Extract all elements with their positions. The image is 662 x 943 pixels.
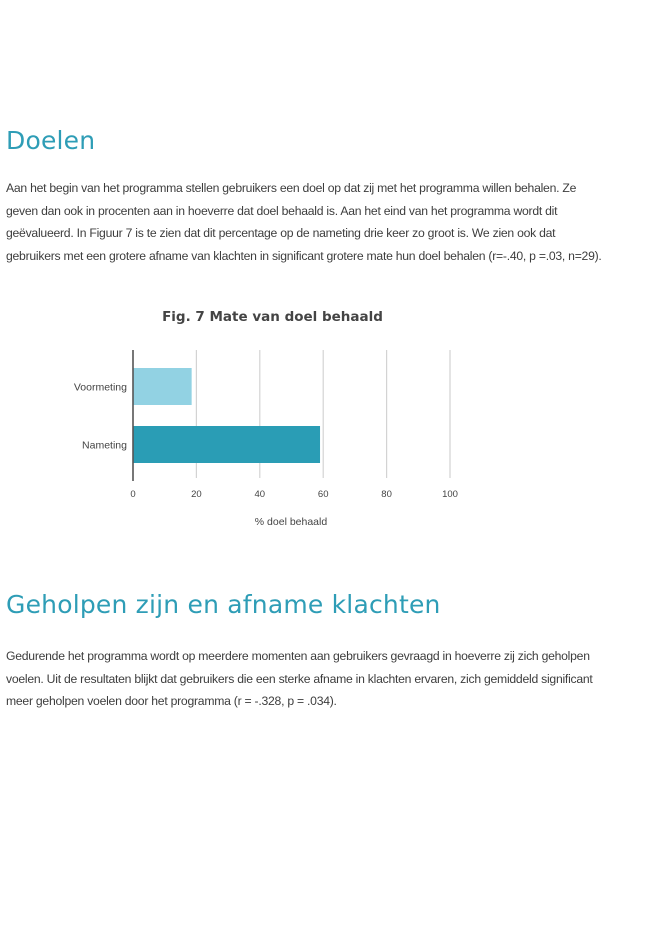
tick-label-0: 0 (130, 489, 136, 500)
tick-label-40: 40 (254, 489, 266, 500)
tick-label-20: 20 (191, 489, 202, 500)
category-label-voormeting: Voormeting (73, 381, 127, 394)
section-title-geholpen: Geholpen zijn en afname klachten (6, 590, 441, 619)
paragraph-doelen: Aan het begin van het programma stellen gebruikers een doel op dat zij met het programma willen behalen. Ze geven dan ook in procenten aan in hoeverre dat doel behaald is. Aan het eind van het programma wordt dit geëvalueerd. In Figuur 7 is te zien dat dit percentage op de nameting drie keer zo groot is. We zien ook dat gebruikers met een grotere afname van klachten in significant grotere mate hun doel behalen (r=-.40, p =.03, n=29). (6, 181, 602, 263)
category-label-nameting: Nameting (82, 439, 127, 452)
x-axis-label: % doel behaald (254, 516, 328, 528)
bar-voormeting (133, 368, 192, 405)
tick-label-60: 60 (317, 489, 329, 500)
section-title-doelen: Doelen (6, 126, 96, 155)
paragraph-geholpen: Gedurende het programma wordt op meerdere momenten aan gebruikers gevraagd in hoeverre zij zich geholpen voelen. Uit de resultaten blijkt dat gebruikers die een sterke afname in klachten ervaren, zich gemiddeld significant meer geholpen voelen door het programma (r = -.328, p = .034). (6, 649, 593, 708)
tick-label-100: 100 (442, 489, 458, 500)
bar-nameting (133, 426, 320, 463)
chart-title: Fig. 7 Mate van doel behaald (162, 309, 383, 325)
bar-chart (0, 340, 560, 540)
tick-label-80: 80 (381, 489, 392, 500)
